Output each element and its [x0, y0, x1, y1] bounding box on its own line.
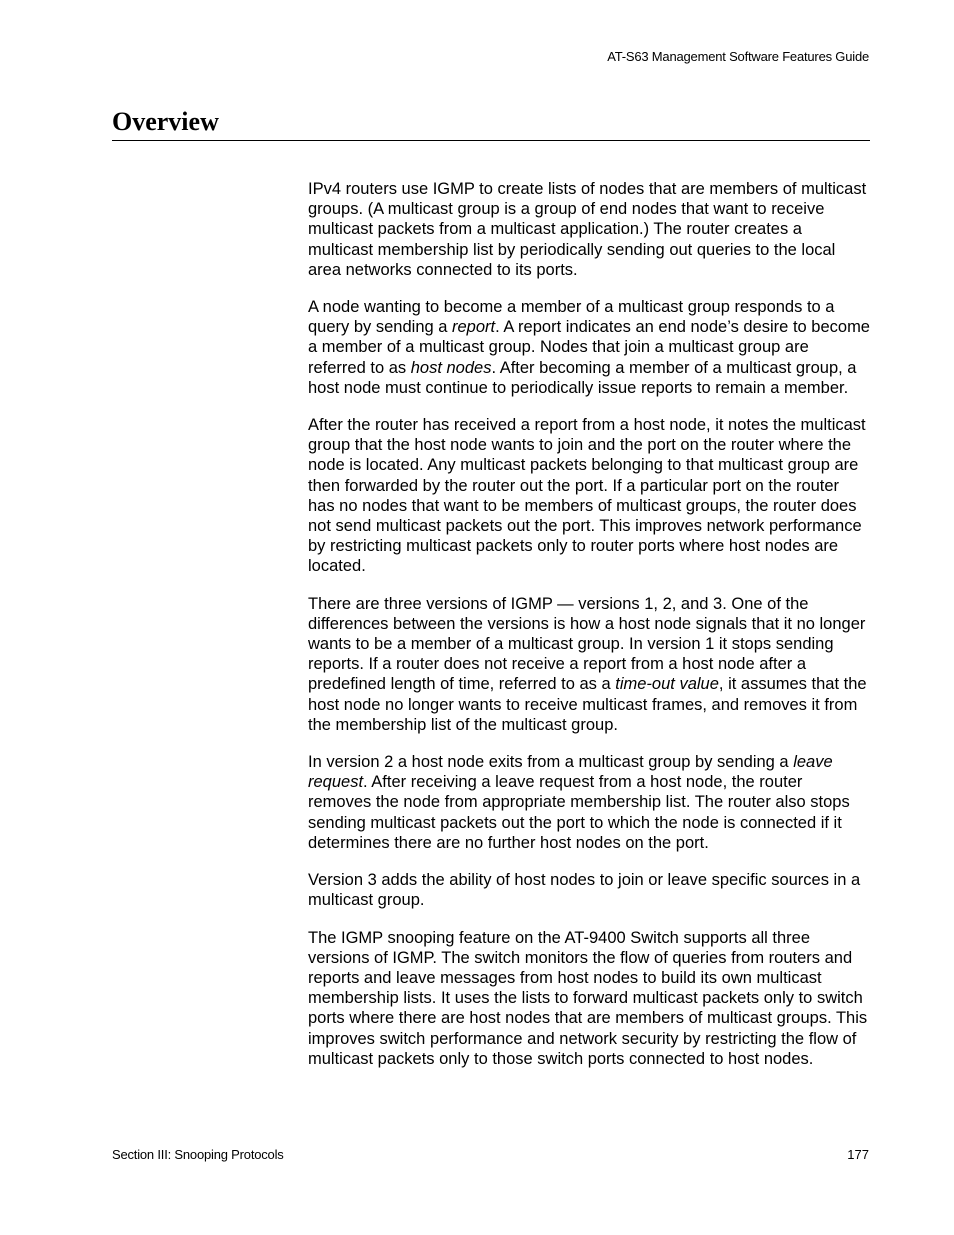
paragraph [308, 752, 870, 853]
running-header: AT-S63 Management Software Features Guide [607, 49, 869, 64]
italic-term: report [452, 318, 496, 337]
page-number: 177 [847, 1147, 869, 1162]
paragraph [308, 870, 870, 910]
text-run: Version 3 adds the ability of host nodes to join or leave specific sources in a multicast group. [308, 871, 861, 910]
italic-term: leave request [308, 753, 833, 792]
paragraph [308, 928, 870, 1069]
section-title: Overview [112, 107, 219, 136]
text-run: , it assumes that the host node no longer wants to receive multicast frames, and removes it from the membership list of the multicast group. [308, 675, 867, 734]
text-run: The IGMP snooping feature on the AT-9400 Switch supports all three versions of IGMP. The switch monitors the flow of queries from routers and reports and leave messages from host nodes to build its own multicast membership lists. It uses the lists to forward multicast packets only to switch ports where there are host nodes that are members of multicast groups. This improves switch performance and network security by restricting the flow of multicast packets only to those switch ports connected to host nodes. [308, 928, 868, 1068]
italic-term: host nodes [410, 358, 492, 377]
text-run: A node wanting to become a member of a multicast group responds to a query by sending a [308, 298, 835, 337]
paragraph [308, 415, 870, 577]
text-run: After the router has received a report from a host node, it notes the multicast group that the host node wants to join and the port on the router where the node is located. Any multicast packets belonging to that multicast group are then forwarded by the router out the port. If a particular port on the router has no nodes that want to be members of multicast groups, the router does not send multicast packets out the port. This improves network performance by restricting multicast packets only to router ports where host nodes are located. [308, 416, 866, 576]
footer-section-label: Section III: Snooping Protocols [112, 1147, 284, 1162]
paragraph [308, 297, 870, 398]
text-run: In version 2 a host node exits from a multicast group by sending a [308, 753, 794, 772]
body-text [308, 179, 870, 1086]
text-run: There are three versions of IGMP — versions 1, 2, and 3. One of the differences between the versions is how a host node signals that it no longer wants to be a member of a multicast group. In version 1 it stops sending reports. If a router does not receive a report from a host node after a predefined length of time, referred to as a [308, 594, 866, 694]
italic-term: time-out value [615, 675, 719, 694]
text-run: . After receiving a leave request from a host node, the router removes the node from appropriate membership list. The router also stops sending multicast packets out the port to which the node is connected if it determines there are no further host nodes on the port. [308, 773, 850, 852]
text-run: . A report indicates an end node’s desire to become a member of a multicast group. Nodes that join a multicast group are referred to as [308, 318, 870, 377]
text-run: IPv4 routers use IGMP to create lists of nodes that are members of multicast groups. (A multicast group is a group of end nodes that want to receive multicast packets from a multicast application.) The router creates a multicast membership list by periodically sending out queries to the local area networks connected to its ports. [308, 180, 867, 279]
paragraph [308, 179, 870, 280]
title-divider [112, 140, 870, 141]
text-run: . After becoming a member of a multicast group, a host node must continue to periodically issue reports to remain a member. [308, 358, 857, 397]
paragraph [308, 594, 870, 735]
